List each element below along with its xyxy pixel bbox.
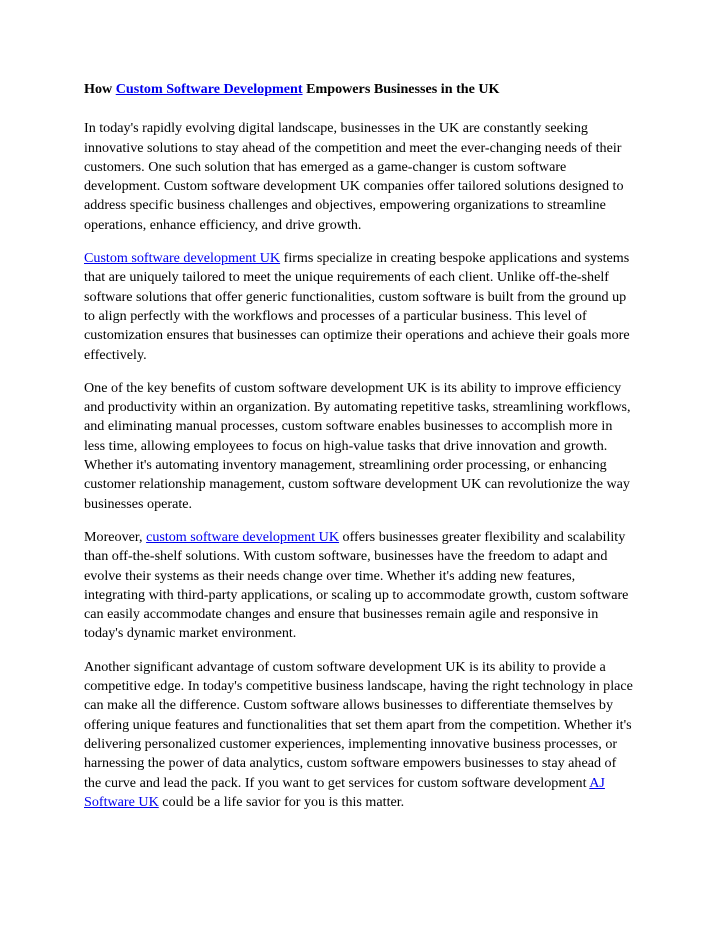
paragraph-text: Moreover,	[84, 528, 147, 545]
link-custom-software-development-uk-2[interactable]: custom software development UK	[146, 528, 340, 545]
paragraph-text: Another significant advantage of custom software development UK is its ability to provide a competitive edge. In today's competitive business landscape, having the right technology in place can make all the difference. Custom software allows businesses to differentiate themselves by offering unique features and functionalities that set them apart from the competition. Whether it's delivering personalized customer experiences, implementing innovative business processes, or harnessing the power of data analytics, custom software empowers businesses to stay ahead of the curve and lead the pack. If you want to get services for custom software development	[84, 658, 633, 791]
title-text-suffix: Empowers Businesses in the UK	[302, 81, 500, 97]
paragraph-bespoke-firms	[84, 249, 636, 365]
document-title	[84, 80, 636, 99]
paragraph-competitive-edge	[84, 658, 636, 812]
paragraph-efficiency-benefits	[84, 379, 636, 514]
paragraph-flexibility-scalability	[84, 528, 636, 644]
paragraph-text: could be a life savior for you is this matter.	[158, 793, 405, 810]
paragraph-text: In today's rapidly evolving digital landscape, businesses in the UK are constantly seeking innovative solutions to stay ahead of the competition and meet the ever-changing needs of their customers. One such solution that has emerged as a game-changer is custom software development. Custom software development UK companies offer tailored solutions designed to address specific business challenges and objectives, empowering organizations to streamline operations, enhance efficiency, and drive growth.	[84, 120, 624, 233]
title-text-prefix: How	[84, 81, 116, 97]
link-aj-software-uk[interactable]: AJ Software UK	[84, 774, 605, 810]
paragraph-text: firms specialize in creating bespoke applications and systems that are uniquely tailored to meet the unique requirements of each client. Unlike off-the-shelf software solutions that offer generic functionalities, custom software is built from the ground up to align perfectly with the workflows and processes of a particular business. This level of customization ensures that businesses can optimize their operations and achieve their goals more effectively.	[84, 250, 630, 363]
paragraph-intro	[84, 119, 636, 235]
document-content	[84, 80, 636, 812]
paragraph-text: offers businesses greater flexibility and scalability than off-the-shelf solutions. With custom software, businesses have the freedom to adapt and evolve their systems as their needs change over time. Whether it's adding new features, integrating with third-party applications, or scaling up to accommodate growth, custom software can easily accommodate changes and ensure that businesses remain agile and responsive in today's dynamic market environment.	[84, 528, 629, 642]
title-link-custom-software-development[interactable]: Custom Software Development	[115, 81, 303, 97]
link-custom-software-development-uk[interactable]: Custom software development UK	[84, 250, 281, 267]
paragraph-text: One of the key benefits of custom software development UK is its ability to improve efficiency and productivity within an organization. By automating repetitive tasks, streamlining workflows, and eliminating manual processes, custom software enables businesses to accomplish more in less time, allowing employees to focus on high-value tasks that drive innovation and growth. Whether it's automating inventory management, streamlining order processing, or enhancing customer relationship management, custom software development UK can revolutionize the way businesses operate.	[84, 379, 631, 512]
